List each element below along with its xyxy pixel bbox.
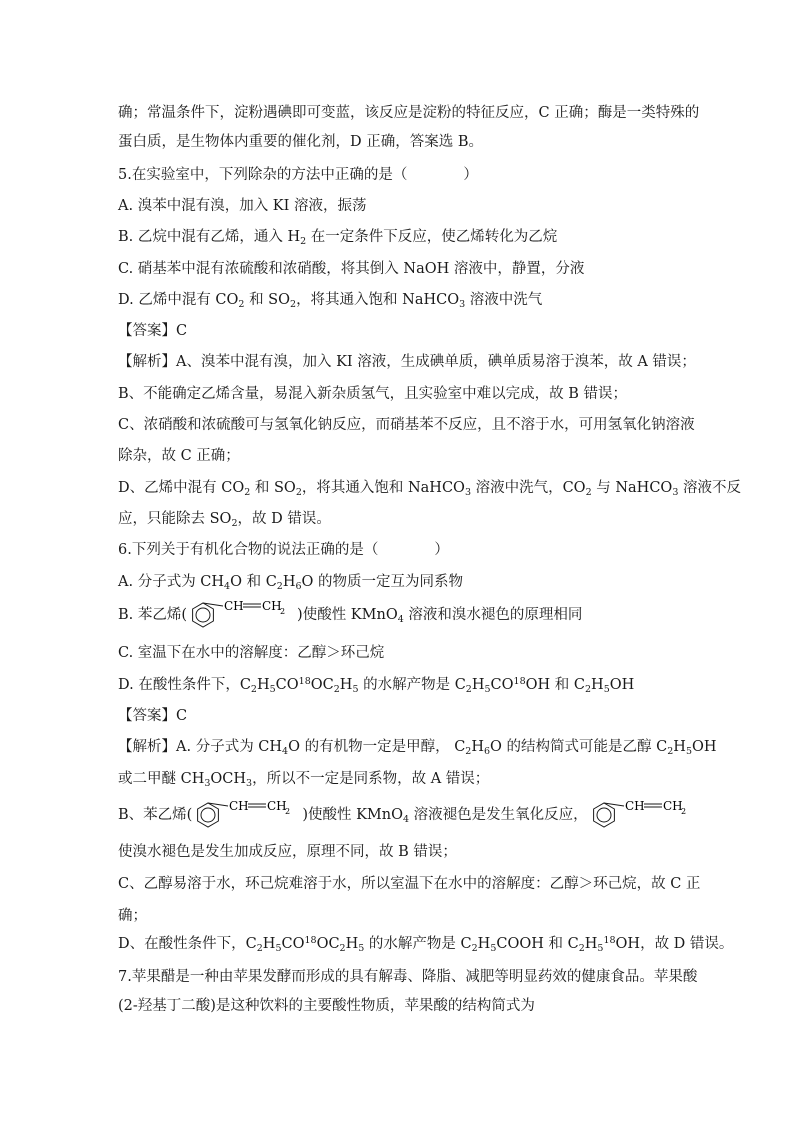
text-run: H (282, 574, 296, 590)
ch2-label: CH (267, 799, 287, 813)
text-line (118, 352, 696, 372)
superscript: 18 (298, 676, 311, 687)
subscript: 2 (238, 299, 245, 310)
text-run: A. 分子式为 CH (118, 574, 225, 590)
text-run: 【答案】C (118, 323, 188, 339)
text-line (118, 103, 699, 123)
text-run: 7.苹果醋是一种由苹果发酵而形成的具有解毒、降脂、减肥等明显药效的健康食品。苹果酸 (118, 969, 698, 985)
text-run: 蛋白质，是生物体内重要的催化剂，D 正确，答案选 B。 (118, 134, 483, 150)
subscript: 2 (256, 943, 263, 954)
styrene-svg (588, 798, 698, 832)
subscript: 4 (282, 746, 289, 757)
aromatic-circle (597, 808, 611, 822)
subscript: 2 (465, 684, 472, 695)
text-run: (2-羟基丁二酸)是这种饮料的主要酸性物质，苹果酸的结构简式为 (118, 998, 535, 1014)
text-run: 的水解产物是 C (364, 936, 472, 952)
text-line (118, 478, 741, 498)
text-run: 的水解产物是 C (358, 677, 466, 693)
text-line (118, 842, 457, 862)
text-run: 和 SO (250, 480, 296, 496)
text-run: OH 和 C (525, 677, 585, 693)
ch-label: CH (229, 799, 249, 813)
text-line (118, 643, 384, 663)
text-run: OC (310, 677, 334, 693)
text-run: C、乙醇易溶于水，环己烷难溶于水，所以室温下在水中的溶解度：乙醇＞环己烷，故 C 正 (118, 876, 701, 892)
text-run: OC (316, 936, 340, 952)
text-run: 5.在实验室中，下列除杂的方法中正确的是（ (118, 167, 408, 183)
subscript: 2 (584, 684, 592, 695)
text-line (118, 598, 582, 632)
text-run: 确； (118, 908, 147, 924)
subscript: 5 (269, 684, 276, 695)
ch2-label: CH (662, 799, 683, 813)
subscript: 3 (204, 778, 211, 789)
text-run: COOH 和 C (496, 936, 579, 952)
text-line (118, 321, 187, 341)
subscript: 2 (339, 943, 346, 954)
text-run: C. 室温下在水中的溶解度：乙醇＞环己烷 (118, 645, 385, 661)
text-run: )使酸性 KMnO (302, 807, 403, 823)
text-run: H (471, 677, 485, 693)
ch-label: CH (624, 799, 645, 813)
text-run: D. 乙烯中混有 CO (118, 292, 239, 308)
ch2-subscript: 2 (280, 607, 286, 616)
subscript: 2 (300, 236, 307, 247)
subscript: 2 (465, 746, 472, 757)
text-line (118, 259, 584, 279)
subscript: 5 (685, 746, 692, 757)
ch2-subscript: 2 (285, 807, 291, 816)
text-line (118, 509, 331, 529)
text-run: C、浓硝酸和浓硫酸可与氢氧化钠反应，而硝基苯不反应，且不溶于水，可用氢氧化钠溶液 (118, 417, 695, 433)
text-line (118, 196, 366, 216)
styrene-svg (187, 598, 297, 632)
text-run: OH，故 D 错误。 (615, 936, 734, 952)
text-run: 或二甲醚 CH (118, 771, 205, 787)
text-line (118, 934, 733, 954)
subscript: 5 (484, 684, 491, 695)
subscript: 5 (597, 943, 604, 954)
subscript: 2 (295, 487, 302, 498)
subscript: 2 (250, 684, 257, 695)
text-line (118, 967, 697, 987)
superscript: 18 (603, 935, 616, 946)
text-run: 使溴水褪色是发生加成反应，原理不同，故 B 错误； (118, 844, 457, 860)
subscript: 5 (358, 943, 365, 954)
text-run: ） (463, 167, 478, 183)
subscript: 2 (667, 746, 674, 757)
styrene-structure (192, 798, 302, 832)
text-run: H (256, 677, 270, 693)
text-line (118, 227, 557, 247)
subscript: 2 (290, 299, 297, 310)
text-line (118, 906, 147, 926)
text-run: 溶液中洗气 (465, 292, 543, 308)
subscript: 5 (352, 684, 359, 695)
text-run: ，所以不一定是同系物，故 A 错误； (252, 771, 490, 787)
subscript: 2 (471, 943, 478, 954)
styrene-structure (588, 798, 698, 832)
text-run: OCH (210, 771, 247, 787)
text-run: H (345, 936, 359, 952)
superscript: 18 (304, 935, 317, 946)
ch2-label: CH (262, 599, 282, 613)
text-run: 除杂，故 C 正确； (118, 448, 240, 464)
text-run: C. 硝基苯中混有浓硫酸和浓硝酸，将其倒入 NaOH 溶液中，静置，分液 (118, 261, 585, 277)
text-run: 【答案】C (118, 708, 188, 724)
text-line (118, 572, 463, 592)
text-run: B、不能确定乙烯含量，易混入新杂质氢气，且实验室中难以完成，故 B 错误； (118, 386, 628, 402)
text-run: ，将其通入饱和 NaHCO (301, 480, 465, 496)
text-run: 溶液不反 (678, 480, 741, 496)
text-run: 6.下列关于有机化合物的说法正确的是（ (118, 542, 379, 558)
text-run: 确；常温条件下，淀粉遇碘即可变蓝，该反应是淀粉的特征反应，C 正确；酶是一类特殊的 (118, 105, 700, 121)
text-run: 应，只能除去 SO (118, 511, 232, 527)
aromatic-circle (196, 608, 210, 622)
superscript: 18 (513, 676, 526, 687)
text-line (118, 165, 478, 185)
text-line (118, 132, 483, 152)
subscript: 6 (484, 746, 491, 757)
text-run: H (584, 936, 598, 952)
styrene-svg (192, 798, 302, 832)
subscript: 4 (397, 614, 404, 625)
text-run: B. 苯乙烯( (118, 607, 188, 623)
text-run: H (471, 739, 484, 755)
subscript: 5 (603, 684, 610, 695)
text-run: A. 溴苯中混有溴，加入 KI 溶液，振荡 (118, 198, 367, 214)
text-line (118, 996, 535, 1016)
text-line (118, 675, 634, 695)
text-run: D、乙烯中混有 CO (118, 480, 245, 496)
text-run: O 的物质一定互为同系物 (301, 574, 464, 590)
ch-label: CH (224, 599, 244, 613)
subscript: 2 (578, 943, 585, 954)
styrene-structure (187, 598, 297, 632)
subscript: 4 (224, 581, 231, 592)
text-line (118, 874, 700, 894)
subscript: 2 (585, 487, 592, 498)
text-run: ，故 D 错误。 (237, 511, 331, 527)
subscript: 3 (464, 487, 471, 498)
subscript: 2 (276, 581, 283, 592)
text-run: CO (281, 936, 305, 952)
text-run: 和 SO (244, 292, 291, 308)
subscript: 6 (295, 581, 302, 592)
text-run: CO (490, 677, 514, 693)
text-run: 【解析】A. 分子式为 CH (118, 739, 283, 755)
text-run: H (262, 936, 276, 952)
text-run: B. 乙烷中混有乙烯，通入 H (118, 229, 301, 245)
text-run: 溶液和溴水褪色的原理相同 (403, 607, 583, 623)
text-run: D. 在酸性条件下，C (118, 677, 251, 693)
text-run: 在一定条件下反应，使乙烯转化为乙烷 (306, 229, 558, 245)
text-run: O 的结构简式可能是乙醇 C (490, 739, 668, 755)
text-run: O 和 C (230, 574, 277, 590)
text-line (118, 737, 717, 757)
text-run: 【解析】A、溴苯中混有溴，加入 KI 溶液，生成碘单质，碘单质易溶于溴苯，故 A 错误； (118, 354, 696, 370)
text-line (118, 415, 695, 435)
text-run: H (339, 677, 353, 693)
text-run: CO (275, 677, 299, 693)
subscript: 4 (402, 814, 410, 825)
text-line (118, 446, 240, 466)
text-run: 溶液褪色是发生氧化反应， (409, 807, 588, 823)
subscript: 2 (231, 518, 238, 529)
text-run: )使酸性 KMnO (297, 607, 398, 623)
subscript: 3 (246, 778, 253, 789)
text-run: O 的有机物一定是甲醇， C (288, 739, 466, 755)
text-run: H (591, 677, 604, 693)
ch2-subscript: 2 (680, 807, 686, 816)
aromatic-circle (201, 808, 215, 822)
subscript: 3 (459, 299, 466, 310)
text-line (118, 798, 698, 832)
text-run: ） (434, 542, 449, 558)
subscript: 5 (275, 943, 282, 954)
text-run: OH (692, 739, 717, 755)
text-run: B、苯乙烯( (118, 807, 193, 823)
text-line (118, 769, 489, 789)
text-run: H (673, 739, 686, 755)
text-run: D、在酸性条件下，C (118, 936, 257, 952)
text-line (118, 540, 449, 560)
subscript: 5 (490, 943, 497, 954)
text-line (118, 290, 542, 310)
text-run: H (477, 936, 491, 952)
text-run: 与 NaHCO (591, 480, 673, 496)
subscript: 2 (333, 684, 340, 695)
text-line (118, 384, 627, 404)
subscript: 3 (672, 487, 679, 498)
text-run: 溶液中洗气，CO (470, 480, 586, 496)
text-run: ，将其通入饱和 NaHCO (296, 292, 460, 308)
text-line (118, 706, 187, 726)
text-run: OH (609, 677, 635, 693)
subscript: 2 (244, 487, 251, 498)
